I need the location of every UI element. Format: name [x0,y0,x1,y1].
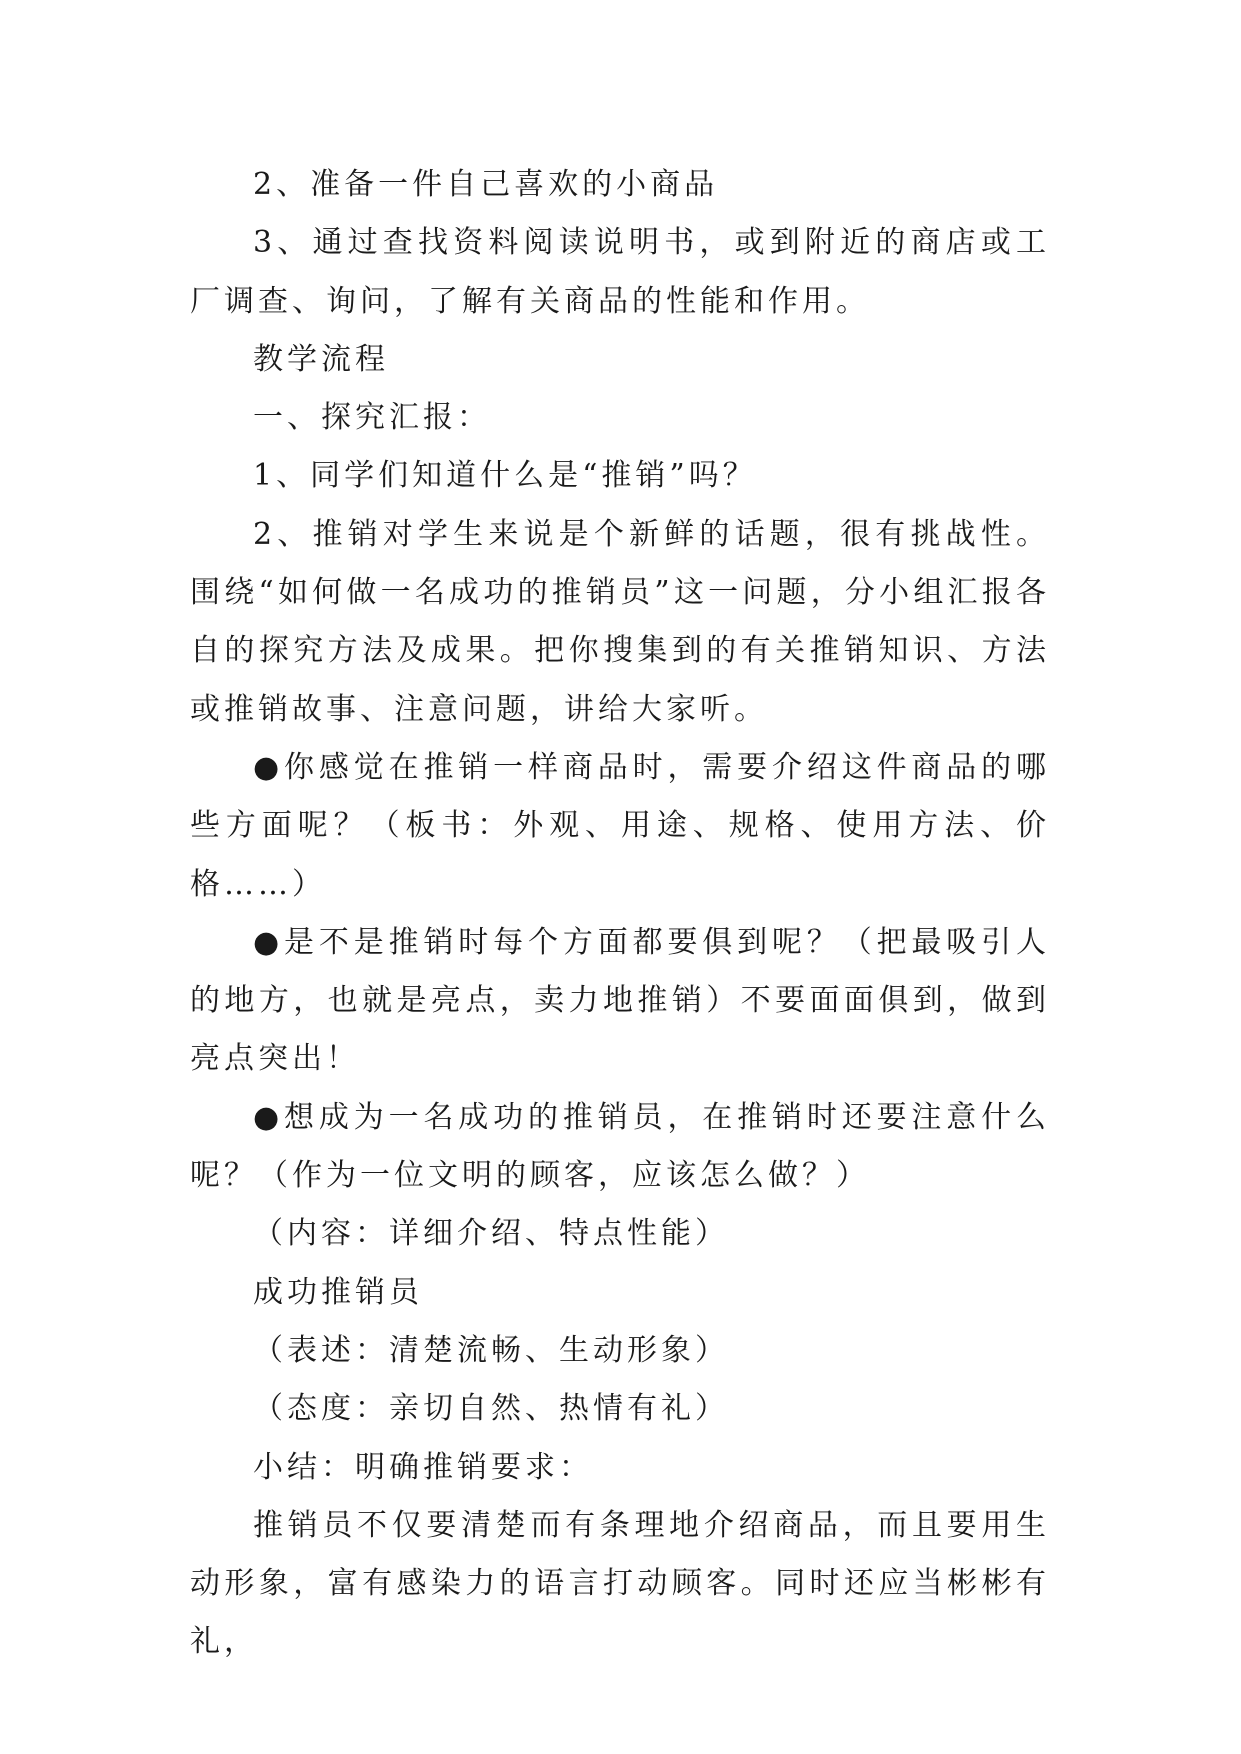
paragraph-bullet-highlights: ●是不是推销时每个方面都要俱到呢？（把最吸引人的地方，也就是亮点，卖力地推销）不要面面俱到，做到亮点突出！ [190,924,1050,1077]
heading-teaching-process: 教学流程 [253,341,389,377]
paragraph-summary-text: 推销员不仅要清楚而有条理地介绍商品，而且要用生动形象，富有感染力的语言打动顾客。同时还应当彬彬有礼， [190,1507,1050,1660]
paragraph-prepare-item: 2、准备一件自己喜欢的小商品 [253,167,719,202]
paragraph-question-two: 2、推销对学生来说是个新鲜的话题，很有挑战性。围绕“如何做一名成功的推销员”这一问题，分小组汇报各自的探究方法及成果。把你搜集到的有关推销知识、方法或推销故事、注意问题，讲给大家听。 [190,516,1050,727]
paragraph-content-note: （内容：详细介绍、特点性能） [253,1216,729,1252]
document-body [190,156,1050,1672]
paragraph-question-one: 1、同学们知道什么是“推销”吗？ [253,458,757,494]
paragraph-research: 3、通过查找资料阅读说明书，或到附近的商店或工厂调查、询问，了解有关商品的性能和作用。 [190,225,1050,319]
paragraph-successful-salesperson: 成功推销员 [253,1274,423,1310]
paragraph-expression-note: （表述：清楚流畅、生动形象） [253,1332,729,1368]
paragraph-bullet-aspects: ●你感觉在推销一样商品时，需要介绍这件商品的哪些方面呢？（板书：外观、用途、规格、使用方法、价格……） [190,749,1050,902]
paragraph-attitude-note: （态度：亲切自然、热情有礼） [253,1391,729,1427]
heading-section-one: 一、探究汇报： [253,400,491,436]
paragraph-summary-heading: 小结：明确推销要求： [253,1449,593,1485]
paragraph-bullet-attention: ●想成为一名成功的推销员，在推销时还要注意什么呢？（作为一位文明的顾客，应该怎么做？） [190,1099,1050,1194]
